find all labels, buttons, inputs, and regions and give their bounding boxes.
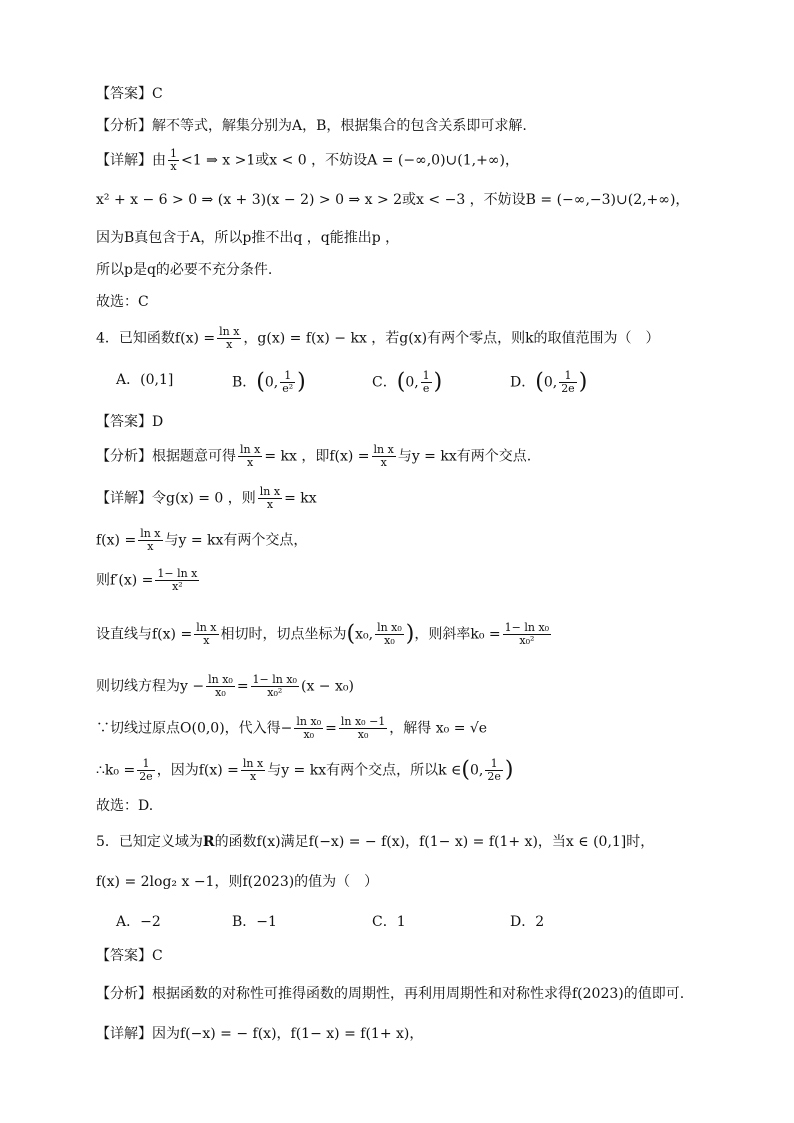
denominator: x² [172,580,183,593]
q5-option-c [372,912,406,932]
q3-detail-line-2: x² + x − 6 > 0 ⇒ (x + 3)(x − 2) > 0 ⇒ x > 2或x < −3 ，不妨设B = (−∞,−3)∪(2,+∞)， [96,192,690,208]
option-label: A． [116,372,141,388]
stem-text: R [202,834,215,850]
analysis-text: 根据函数的对称性可推得函数的周期性，再利用周期性和对称性求得f(2023)的值即可. [152,986,685,1002]
q4-option-c: C．(0, $\frac{1}{e}$ ) [372,369,443,395]
denominator: x [170,160,177,173]
q4-choose-line: 故选：D. [96,798,154,814]
numerator: 1− ln x₀ [504,621,550,634]
numerator: ln x [373,443,394,456]
q3-choose-line: 故选：C [96,294,149,310]
detail-text: 则f′(x) = [96,572,154,589]
fraction [294,716,323,741]
fraction [206,674,235,699]
detail-tag: 【详解】 [96,152,152,169]
numerator: 1 [137,758,155,771]
q4-detail-line-4: 设直线与f(x) = $\frac{\text{ln x}}{x}$ 相切时，切点坐标为(x₀, $\frac{\text{ln x₀}}{\text{x₀}}$ )，则斜率k₀ = $\frac{\text{1− ln x₀}}{\text{x₀²}}$ [96,621,550,647]
q5-answer-line [96,946,163,966]
q4-option-a [116,370,173,390]
detail-text: = kx [284,490,317,507]
option-label: A． [116,914,141,930]
detail-text: 与y = kx有两个交点， [164,532,308,549]
q3-detail-line-1 [96,148,519,173]
analysis-text: 与y = kx有两个交点. [397,448,532,465]
fraction [503,622,551,647]
q5-option-a [116,912,161,932]
numerator: 1− ln x [157,567,198,580]
fraction [155,568,199,593]
analysis-text: 根据题意可得 [152,448,236,465]
numerator: ln x₀ [296,715,322,728]
q4-detail-line-6: ∵切线过原点O(0,0)，代入得− $\frac{\text{ln x₀}}{\text{x₀}}$ = $\frac{\text{ln x₀ −1}}{\text{x₀}}$ ，解得 x₀ = √e [96,715,488,741]
q4-analysis-line [96,444,531,469]
numerator: 1 [280,370,295,383]
q5-detail-line-1 [96,1024,423,1044]
detail-text: 令g(x) = 0 ，则 [152,490,256,507]
denominator: x [266,498,274,511]
fraction [372,444,396,469]
denominator: x₀ [357,728,369,741]
fraction [485,758,503,783]
denominator: x [226,338,233,351]
analysis-tag: 【分析】 [96,448,152,465]
numerator: 1 [170,147,177,160]
fraction [339,716,387,741]
q3-analysis-line [96,116,527,136]
fraction [238,444,262,469]
fraction [138,528,162,553]
option-label: B． [232,914,257,930]
option-label: D． [510,374,536,391]
q4-detail-line-3 [96,568,201,593]
analysis-tag: 【分析】 [96,986,152,1002]
numerator: ln x₀ [208,673,233,686]
denominator: x [147,540,154,553]
numerator: ln x₀ [377,621,402,634]
q4-detail-line-5 [96,674,354,699]
denominator: e [422,382,430,395]
q4-detail-line-1 [96,486,317,511]
q5-stem-line-2: f(x) = 2log₂ x −1，则f(2023)的值为（ ） [96,874,379,890]
option-label: B． [232,374,257,391]
detail-text: ∴k₀ = [96,762,136,779]
denominator: x₀ [215,686,226,699]
fraction [559,370,577,395]
fraction [217,326,241,351]
numerator: ln x [219,325,240,338]
q4-option-b: B．(0, $\frac{1}{\text{e²}}$ ) [232,369,306,395]
detail-text: 设直线与f(x) = [96,626,193,643]
answer-tag: 【答案】 [96,86,152,102]
answer-value: C [152,948,163,964]
option-text: 2 [535,914,545,930]
q5-analysis-line [96,984,684,1004]
stem-text: f(x) = [174,330,216,347]
fraction [137,758,155,783]
fraction [375,622,404,647]
stem-text: 4．已知函数 [96,330,175,347]
detail-text: <1 ⇒ x >1或x < 0 ，不妨设A = (−∞,0)∪(1,+∞)， [181,152,519,169]
analysis-tag: 【分析】 [96,118,152,134]
analysis-text: 解不等式，解集分别为A，B，根据集合的包含关系即可求解. [152,118,527,134]
denominator: x [203,634,210,647]
answer-value: D [152,414,164,430]
detail-text: 相切时，切点坐标为 [220,626,347,643]
detail-text: 由 [152,152,166,169]
denominator: e² [282,382,294,395]
fraction [241,758,265,783]
denominator: x₀² [519,634,535,647]
detail-text: ，则斜率k₀ = [414,626,501,643]
numerator: ln x [196,621,217,634]
detail-text: f(x) = [96,532,137,549]
option-text: −2 [140,914,161,930]
option-label: C． [372,914,397,930]
q4-detail-line-7: ∴k₀ = $\frac{1}{2e}$ ，因为f(x) = $\frac{\text{ln x}}{x}$ 与y = kx有两个交点，所以k ∈(0, $\frac{1}{2e}$ ) [96,757,514,783]
numerator: ln x [242,757,264,770]
analysis-text: = kx ，即f(x) = [264,448,370,465]
fraction [258,486,282,511]
q3-detail-line-3: 因为B真包含于A，所以p推不出q ，q能推出p ， [96,230,400,246]
q5-option-b [232,912,277,932]
option-label: D． [510,914,536,930]
denominator: x₀ [303,728,315,741]
detail-tag: 【详解】 [96,490,152,507]
denominator: 2e [139,770,153,783]
stem-text: 5．已知定义域为 [96,834,203,850]
detail-text: 因为f(−x) = − f(x)，f(1− x) = f(1+ x)， [152,1026,424,1042]
q4-answer-line [96,412,163,432]
fraction [194,622,218,647]
detail-text: 与y = kx有两个交点，所以k ∈ [267,762,462,779]
detail-text: ∵切线过原点O(0,0)，代入得− [96,720,293,737]
numerator: 1 [422,369,430,382]
fraction [168,148,179,173]
fraction [280,370,295,395]
detail-text: ，解得 x₀ = √e [389,720,488,737]
denominator: 2e [487,770,501,783]
option-text: −1 [256,914,277,930]
numerator: ln x [259,485,281,498]
option-label: C． [372,374,397,391]
q3-answer-line [96,84,163,104]
numerator: ln x [140,527,161,540]
detail-text: = [236,678,249,695]
fraction [251,674,299,699]
q4-stem [96,326,660,351]
denominator: x [380,456,387,469]
stem-text: ，g(x) = f(x) − kx ，若g(x)有两个零点，则k的取值范围为（ ） [243,330,660,347]
denominator: x [247,456,254,469]
q4-detail-line-2 [96,528,307,553]
q5-option-d [510,912,544,932]
denominator: x [249,770,257,783]
denominator: x₀² [267,686,283,699]
denominator: 2e [561,382,575,395]
option-text: 1 [396,914,406,930]
answer-tag: 【答案】 [96,948,152,964]
answer-value: C [152,86,163,102]
detail-tag: 【详解】 [96,1026,152,1042]
detail-text: ，因为f(x) = [156,762,239,779]
q5-stem-line-1 [96,832,654,852]
numerator: 1− ln x₀ [252,673,297,686]
numerator: 1 [485,758,503,771]
fraction [421,370,432,395]
q4-option-d: D．(0, $\frac{1}{2e}$ ) [510,369,588,395]
detail-text: (x − x₀) [300,678,354,695]
numerator: ln x [240,443,261,456]
option-text: (0,1] [140,372,174,388]
q3-detail-line-4: 所以p是q的必要不充分条件. [96,262,273,278]
answer-tag: 【答案】 [96,414,152,430]
denominator: x₀ [384,634,395,647]
detail-text: 则切线方程为y − [96,678,205,695]
stem-text: 的函数f(x)满足f(−x) = − f(x)，f(1− x) = f(1+ x)，当x ∈ (0,1]时， [214,834,655,850]
numerator: ln x₀ −1 [340,715,386,728]
numerator: 1 [559,370,577,383]
